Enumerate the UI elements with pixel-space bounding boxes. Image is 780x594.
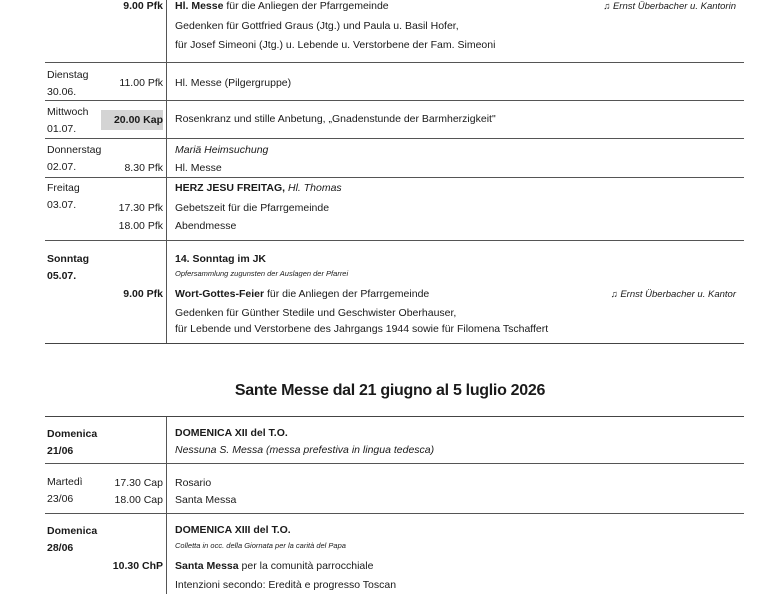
event-text: Gebetszeit für die Pfarrgemeinde bbox=[175, 202, 330, 214]
column-divider bbox=[166, 101, 167, 138]
day-cell bbox=[47, 142, 101, 176]
day-name: Mittwoch bbox=[47, 106, 89, 118]
mass-title bbox=[175, 288, 429, 300]
day-name: Martedì bbox=[47, 476, 83, 488]
feast-title bbox=[175, 182, 342, 194]
time-cell: 20.00 Kap bbox=[101, 110, 163, 130]
table-row bbox=[45, 63, 744, 101]
collection-note: Opfersammlung zugunsten der Auslagen der Pfarrei bbox=[175, 269, 349, 278]
table-row bbox=[45, 464, 744, 514]
day-cell bbox=[47, 67, 88, 101]
mass-title-rest: für die Anliegen der Pfarrgemeinde bbox=[223, 0, 389, 12]
italian-section-title: Sante Messe dal 21 giugno al 5 luglio 2026 bbox=[234, 382, 546, 399]
feast-title-bold: HERZ JESU FREITAG, bbox=[175, 182, 286, 194]
sunday-subtitle: Nessuna S. Messa (messa prefestiva in lingua tedesca) bbox=[175, 444, 435, 456]
day-cell bbox=[47, 180, 80, 214]
table-row bbox=[45, 178, 744, 241]
sunday-title bbox=[175, 253, 266, 265]
time-cell: 17.30 Pfk bbox=[118, 202, 163, 214]
day-cell bbox=[47, 474, 83, 508]
time-cell: 10.30 ChP bbox=[112, 560, 163, 572]
sunday-title-bold: DOMENICA XIII del T.O. bbox=[175, 524, 291, 536]
column-divider bbox=[166, 63, 167, 100]
mass-title-bold: Santa Messa bbox=[175, 560, 239, 572]
feast-title: Mariä Heimsuchung bbox=[175, 144, 269, 156]
day-cell bbox=[47, 426, 97, 460]
time-cell: 17.30 Cap bbox=[114, 477, 163, 489]
feast-title-saint: Hl. Thomas bbox=[285, 182, 342, 194]
day-name: Freitag bbox=[47, 182, 80, 194]
mass-title bbox=[175, 560, 373, 572]
intention-line: für Lebende und Verstorbene des Jahrgangs 1944 sowie für Filomena Tschaffert bbox=[175, 323, 549, 335]
time-cell: 11.00 Pfk bbox=[119, 77, 163, 89]
table-row bbox=[45, 416, 744, 464]
day-cell bbox=[47, 251, 89, 285]
day-name: Sonntag bbox=[47, 253, 89, 265]
event-text: Santa Messa bbox=[175, 494, 237, 506]
day-name: Domenica bbox=[47, 525, 98, 537]
time-cell: 9.00 Pfk bbox=[123, 288, 163, 300]
time-cell: 18.00 Cap bbox=[114, 494, 163, 506]
day-date: 28/06 bbox=[47, 542, 74, 554]
music-credit: ♫ Ernst Überbacher u. Kantorin bbox=[603, 1, 736, 12]
day-name: Dienstag bbox=[47, 69, 89, 81]
table-row bbox=[45, 241, 744, 344]
table-row bbox=[45, 101, 744, 139]
column-divider bbox=[166, 139, 167, 177]
time-cell: 18.00 Pfk bbox=[118, 220, 163, 232]
table-row bbox=[45, 139, 744, 178]
intention-line: Gedenken für Gottfried Graus (Jtg.) und Paula u. Basil Hofer, bbox=[175, 20, 459, 32]
mass-title-rest: per la comunità parrocchiale bbox=[238, 560, 374, 572]
day-cell bbox=[47, 104, 88, 138]
column-divider bbox=[166, 178, 167, 240]
time-cell: 8.30 Pfk bbox=[124, 162, 163, 174]
event-text: Abendmesse bbox=[175, 220, 237, 232]
intention-line: für Josef Simeoni (Jtg.) u. Lebende u. Verstorbene der Fam. Simeoni bbox=[175, 39, 496, 51]
italian-schedule-table bbox=[45, 416, 744, 594]
column-divider bbox=[166, 464, 167, 513]
mass-title bbox=[175, 0, 389, 12]
day-cell bbox=[47, 523, 97, 557]
table-row bbox=[45, 0, 744, 63]
mass-title-bold: Hl. Messe bbox=[175, 0, 224, 12]
day-date: 05.07. bbox=[47, 270, 77, 282]
mass-title-rest: für die Anliegen der Pfarrgemeinde bbox=[264, 288, 430, 300]
event-text: Rosenkranz und stille Anbetung, „Gnadenstunde der Barmherzigkeit" bbox=[175, 113, 496, 125]
german-schedule-table bbox=[45, 0, 744, 344]
music-credit: ♫ Ernst Überbacher u. Kantor bbox=[610, 289, 736, 300]
mass-title-bold: Wort-Gottes-Feier bbox=[175, 288, 265, 300]
day-name: Domenica bbox=[47, 428, 98, 440]
column-divider bbox=[166, 514, 167, 594]
column-divider bbox=[166, 417, 167, 463]
sunday-title bbox=[175, 427, 288, 439]
event-text: Hl. Messe (Pilgergruppe) bbox=[175, 77, 292, 89]
time-cell: 9.00 Pfk bbox=[123, 0, 163, 12]
sunday-title bbox=[175, 524, 291, 536]
column-divider bbox=[166, 241, 167, 343]
day-date: 30.06. bbox=[47, 86, 77, 98]
column-divider bbox=[166, 0, 167, 62]
day-date: 02.07. bbox=[47, 161, 77, 173]
day-date: 21/06 bbox=[47, 445, 74, 457]
sunday-title-bold: 14. Sonntag im JK bbox=[175, 253, 267, 265]
sunday-title-bold: DOMENICA XII del T.O. bbox=[175, 427, 288, 439]
day-date: 03.07. bbox=[47, 199, 77, 211]
day-date: 23/06 bbox=[47, 493, 74, 505]
intention-line: Gedenken für Günther Stedile und Geschwister Oberhauser, bbox=[175, 307, 457, 319]
event-text: Hl. Messe bbox=[175, 162, 222, 174]
collection-note: Colletta in occ. della Giornata per la carità del Papa bbox=[175, 541, 346, 550]
day-date: 01.07. bbox=[47, 123, 77, 135]
event-text: Rosario bbox=[175, 477, 212, 489]
table-row bbox=[45, 514, 744, 594]
day-name: Donnerstag bbox=[47, 144, 102, 156]
intention-line: Intenzioni secondo: Eredità e progresso Toscan bbox=[175, 579, 397, 591]
